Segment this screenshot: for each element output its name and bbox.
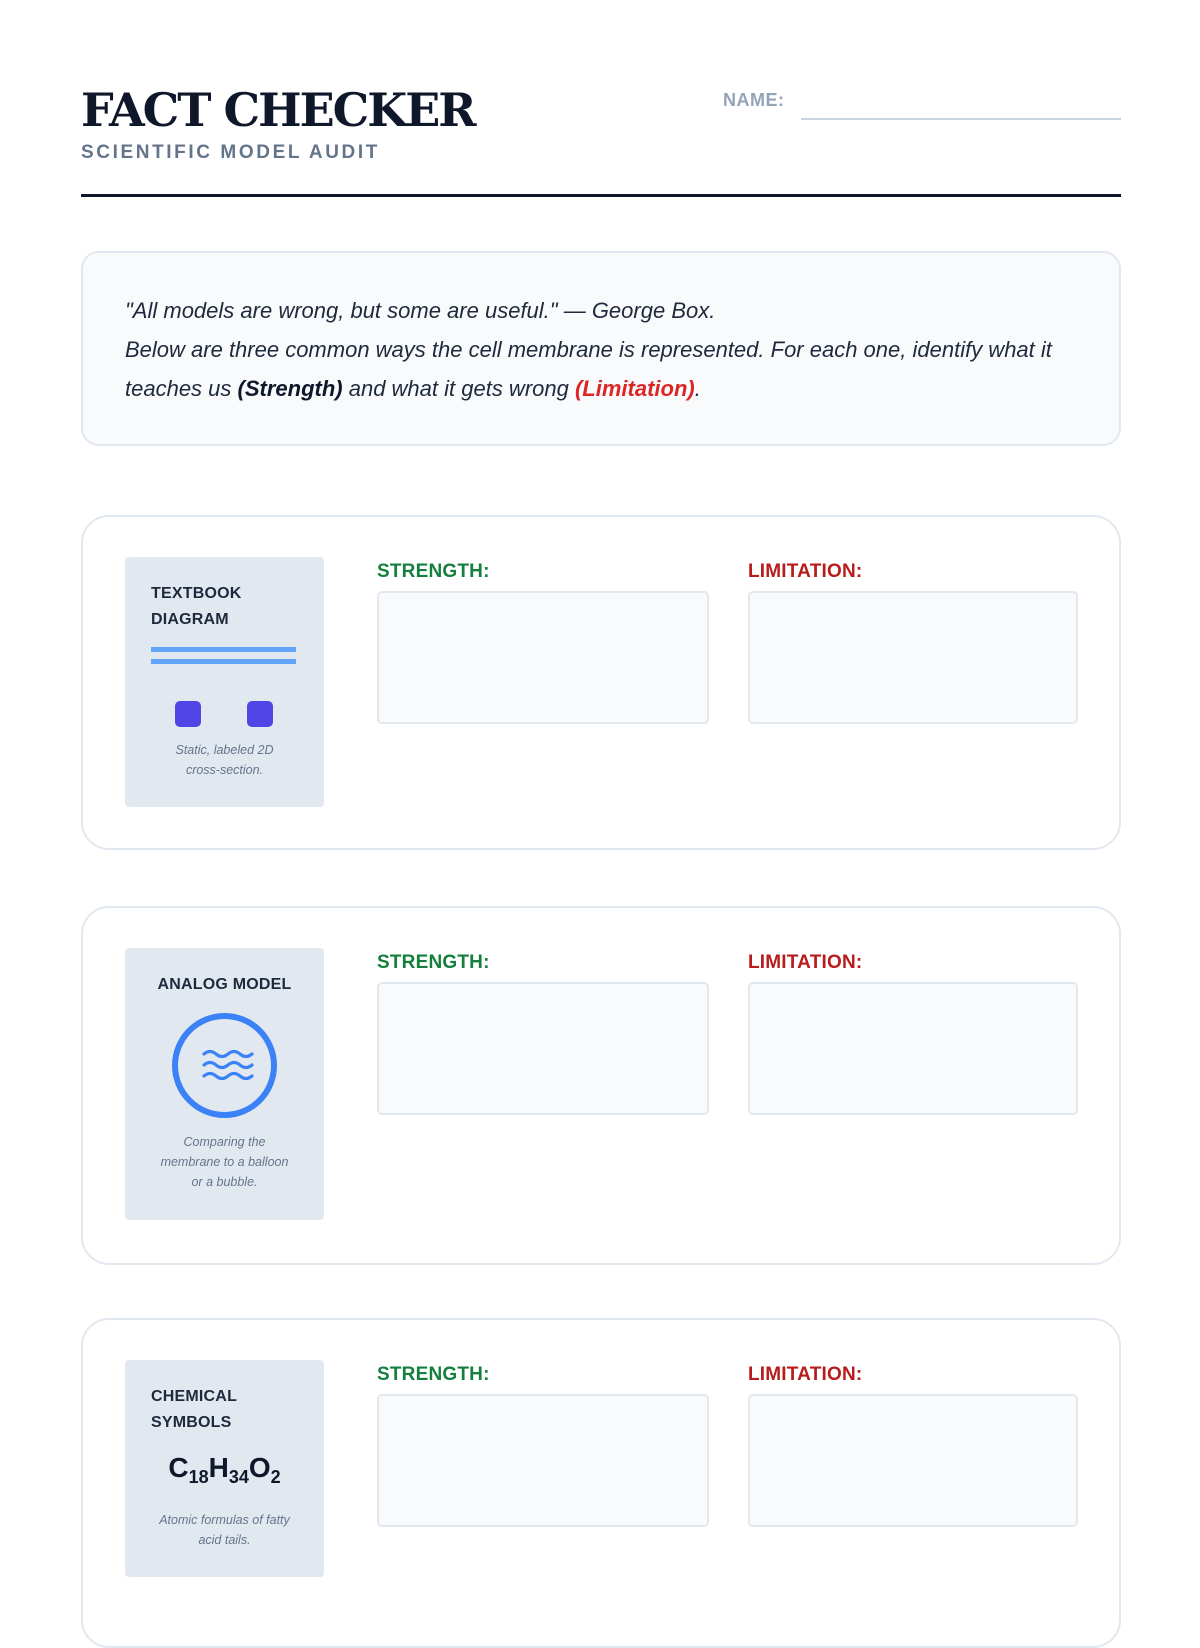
strength-label: STRENGTH:: [377, 1364, 490, 1385]
name-field[interactable]: [801, 118, 1121, 120]
limitation-label: LIMITATION:: [748, 561, 863, 582]
model-title-line: TEXTBOOK: [151, 585, 242, 602]
worksheet-header: [81, 82, 1121, 196]
strength-term: (Strength): [237, 376, 343, 401]
limitation-label: LIMITATION:: [748, 1364, 863, 1385]
caption-line: membrane to a balloon: [160, 1155, 289, 1169]
model-thumbnail: [125, 557, 324, 807]
limitation-answer-box[interactable]: [748, 591, 1078, 724]
limitation-answer-box[interactable]: [748, 1394, 1078, 1527]
model-card-analog: [81, 906, 1121, 1265]
caption-line: cross-section.: [185, 763, 264, 777]
intro-text-end: .: [694, 376, 701, 401]
protein-block-icon: [247, 701, 273, 727]
model-caption: [145, 1132, 304, 1192]
caption-line: acid tails.: [198, 1533, 251, 1547]
model-caption: [145, 1510, 304, 1550]
model-title-line: DIAGRAM: [151, 611, 229, 628]
analog-ring: [172, 1013, 277, 1118]
intro-quote: "All models are wrong, but some are useful." — George Box.: [125, 298, 716, 323]
strength-answer-box[interactable]: [377, 982, 709, 1115]
water-waves-icon: [178, 1019, 271, 1112]
limitation-answer-box[interactable]: [748, 982, 1078, 1115]
model-thumbnail: [125, 948, 324, 1220]
model-caption: [145, 740, 304, 780]
intro-text-a: Below are three common ways the cell membrane is represented. For each one, identify what it teaches us: [125, 337, 1052, 401]
caption-line: Atomic formulas of fatty: [159, 1513, 290, 1527]
chemical-formula: $C_{18}H_{34}O_2$: [168, 1452, 281, 1487]
model-title: ANALOG MODEL: [157, 976, 292, 993]
strength-label: STRENGTH:: [377, 561, 490, 582]
model-title-line: CHEMICAL: [151, 1388, 238, 1405]
page-title: FACT CHECKER: [81, 83, 475, 137]
caption-line: or a bubble.: [191, 1175, 258, 1189]
strength-answer-box[interactable]: [377, 591, 709, 724]
page-subtitle: SCIENTIFIC MODEL AUDIT: [81, 142, 380, 163]
header-divider: [81, 194, 1121, 197]
protein-block-icon: [175, 701, 201, 727]
strength-answer-box[interactable]: [377, 1394, 709, 1527]
caption-line: Static, labeled 2D: [175, 743, 274, 757]
model-title: [151, 581, 311, 633]
model-title: [151, 1384, 311, 1436]
model-title-line: SYMBOLS: [151, 1414, 232, 1431]
model-card-textbook: [81, 515, 1121, 850]
intro-instructions: [125, 330, 1077, 408]
intro-box: [81, 251, 1121, 446]
name-label: NAME:: [723, 90, 785, 110]
limitation-label: LIMITATION:: [748, 952, 863, 973]
model-card-chemical: [81, 1318, 1121, 1648]
strength-label: STRENGTH:: [377, 952, 490, 973]
model-thumbnail: [125, 1360, 324, 1577]
limitation-term: (Limitation): [574, 376, 695, 401]
intro-text-b: and what it gets wrong: [342, 376, 575, 401]
caption-line: Comparing the: [183, 1135, 266, 1149]
